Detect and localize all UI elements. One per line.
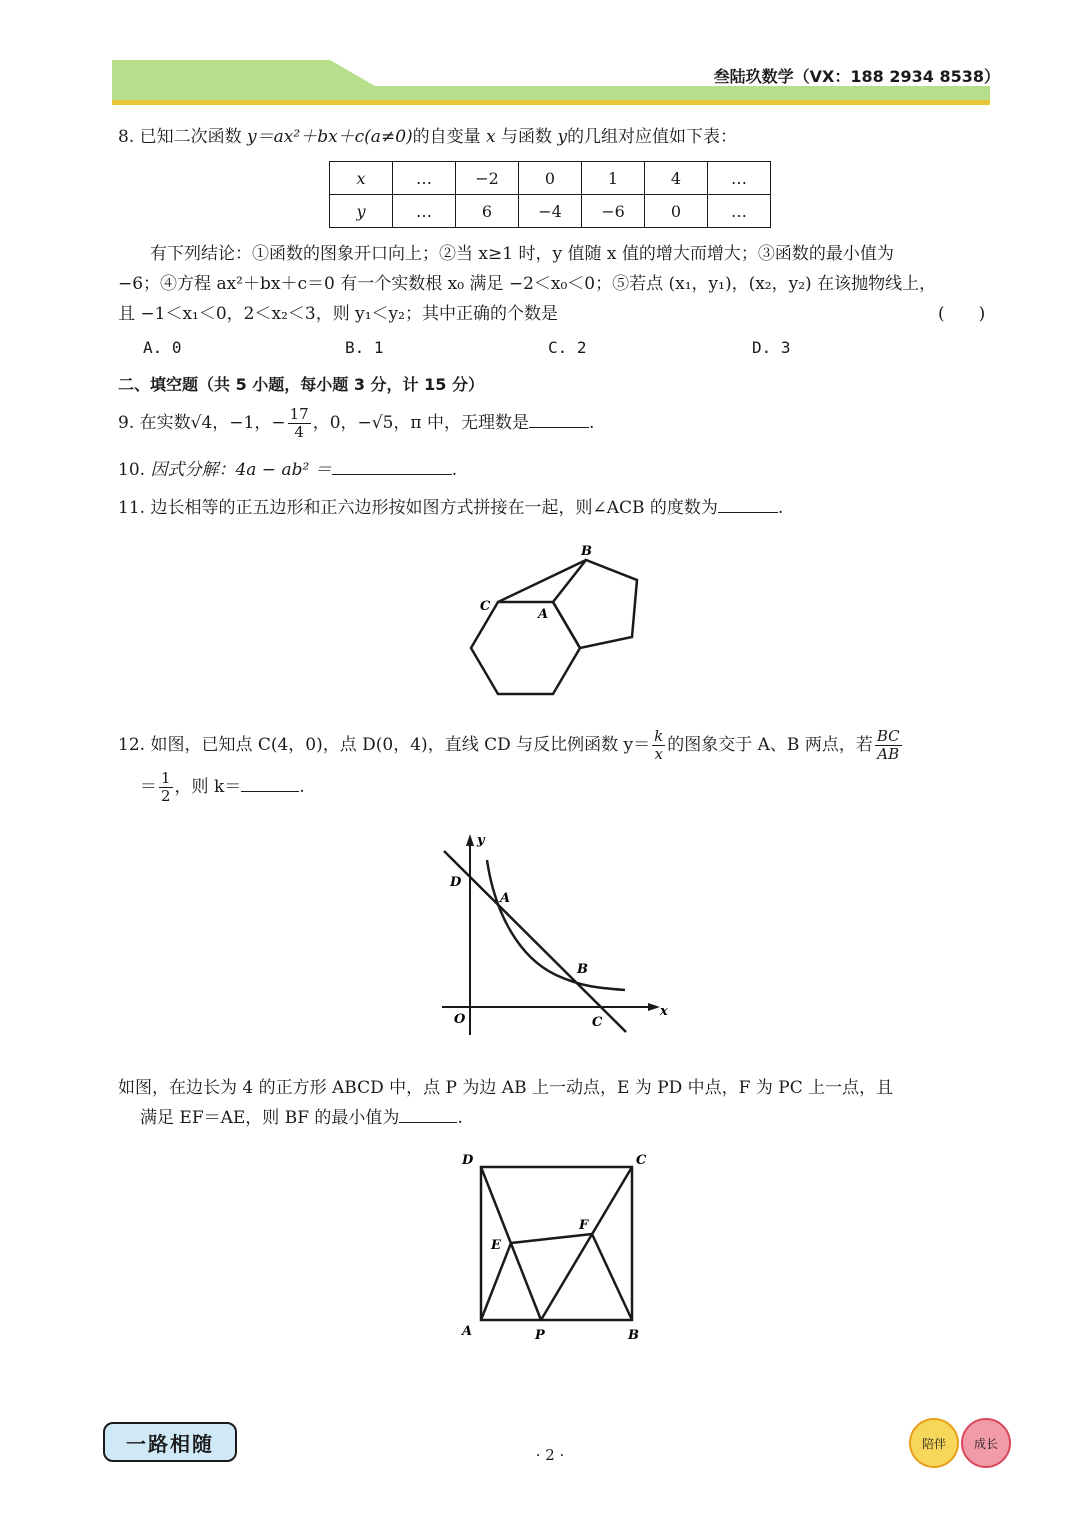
fraction: $\frac{1}{2}$ (161, 769, 171, 805)
table-cell: 4 (645, 162, 708, 195)
question-8-conclusions-line2: −6；④方程 ax²＋bx＋c＝0 有一个实数根 x₀ 满足 −2＜x₀＜0；⑤若点 (x₁，y₁)，(x₂，y₂) 在该抛物线上， (118, 274, 937, 294)
label-b: B (581, 544, 592, 559)
option-b: B. 1 (345, 338, 384, 357)
label-c: C (480, 599, 491, 614)
answer-blank[interactable] (332, 458, 452, 475)
label-c: C (592, 1015, 603, 1030)
label-b: B (577, 962, 588, 977)
hexagon-shape (471, 602, 580, 694)
table-cell: … (393, 162, 456, 195)
label-f: F (579, 1218, 589, 1233)
table-cell: 0 (519, 162, 582, 195)
label-a: A (538, 607, 549, 622)
label-d: D (462, 1153, 474, 1168)
label-b: B (628, 1328, 639, 1343)
segment-dp (481, 1167, 541, 1320)
question-12-line2: ＝ $\frac{1}{2}$ ，则 k＝ . (140, 769, 305, 805)
hyperbola-curve (487, 860, 625, 990)
answer-blank[interactable] (399, 1106, 457, 1123)
table-cell: … (708, 195, 771, 228)
fraction: $\frac{17}{4}$ (289, 405, 309, 441)
segment-fb (592, 1234, 632, 1320)
header-yellow-line (112, 100, 990, 105)
label-a: A (500, 891, 511, 906)
question-12-line1: 12. 如图，已知点 C(4，0)，点 D(0，4)，直线 CD 与反比例函数 y＝ $\frac{k}{x}$ 的图象交于 A、B 两点，若 $\frac{BC}{AB}$ (118, 727, 900, 763)
section-title: 二、填空题（共 5 小题，每小题 3 分，计 15 分） (118, 375, 484, 394)
square-abcd (481, 1167, 632, 1320)
table-cell: 1 (582, 162, 645, 195)
table-cell: … (708, 162, 771, 195)
question-10: 10. 因式分解：4a − ab² ＝ . (118, 460, 458, 480)
label-d: D (450, 875, 462, 890)
header-banner (0, 0, 1080, 110)
label-y: y (477, 833, 485, 848)
question-9: 9. 在实数√4，−1，− $\frac{17}{4}$ ，0，−√5，π 中，无理数是 . (118, 405, 595, 441)
segment-cb (498, 560, 586, 602)
question-8-conclusions-line1: 有下列结论：①函数的图象开口向上；②当 x≥1 时，y 值随 x 值的增大而增大；③函数的最小值为 (150, 244, 894, 264)
question-13-line1: 如图，在边长为 4 的正方形 ABCD 中，点 P 为边 AB 上一动点，E 为 PD 中点，F 为 PC 上一点，且 (118, 1078, 894, 1098)
footer-badge: 一路相随 (103, 1422, 237, 1462)
page-number: · 2 · (535, 1446, 565, 1464)
question-8-conclusions-line3: 且 −1＜x₁＜0，2＜x₂＜3，则 y₁＜y₂；其中正确的个数是 (118, 304, 558, 324)
label-o: O (454, 1012, 466, 1027)
label-c: C (636, 1153, 647, 1168)
label-p: P (535, 1328, 545, 1343)
table-cell: … (393, 195, 456, 228)
segment-ef (511, 1234, 592, 1243)
option-d: D. 3 (752, 338, 791, 357)
label-a: A (462, 1324, 473, 1339)
segment-cp (541, 1167, 632, 1320)
value-table (329, 161, 771, 228)
question-13-line2: 满足 EF＝AE，则 BF 的最小值为 . (140, 1108, 463, 1128)
x-axis-arrow-icon (648, 1003, 660, 1011)
pentagon-shape (553, 560, 637, 648)
question-8-stem: 8. 已知二次函数 y＝ax²＋bx＋c(a≠0)的自变量 x 与函数 y的几组对应值如下表： (118, 127, 738, 147)
table-cell: −6 (582, 195, 645, 228)
table-cell: −2 (456, 162, 519, 195)
question-11: 11. 边长相等的正五边形和正六边形按如图方式拼接在一起，则∠ACB 的度数为 . (118, 498, 784, 518)
table-cell: −4 (519, 195, 582, 228)
answer-paren: ( ) (938, 304, 986, 324)
footer-circle-companion: 陪伴 (909, 1418, 959, 1468)
label-x: x (660, 1004, 668, 1019)
line-cd (444, 851, 626, 1032)
table-row-y (330, 195, 771, 228)
answer-blank[interactable] (529, 411, 589, 428)
table-cell: y (330, 195, 393, 228)
table-cell: 0 (645, 195, 708, 228)
table-row-x (330, 162, 771, 195)
answer-blank[interactable] (241, 775, 299, 792)
fraction: $\frac{BC}{AB}$ (876, 727, 900, 763)
option-a: A. 0 (143, 338, 182, 357)
option-c: C. 2 (548, 338, 587, 357)
answer-blank[interactable] (718, 496, 778, 513)
table-cell: x (330, 162, 393, 195)
label-e: E (491, 1238, 501, 1253)
header-brand: 叁陆玖数学（VX：188 2934 8538） (713, 67, 1000, 86)
fraction: $\frac{k}{x}$ (654, 727, 664, 763)
y-axis-arrow-icon (466, 834, 474, 846)
footer-circle-growth: 成长 (961, 1418, 1011, 1468)
table-cell: 6 (456, 195, 519, 228)
segment-ae (481, 1243, 511, 1320)
